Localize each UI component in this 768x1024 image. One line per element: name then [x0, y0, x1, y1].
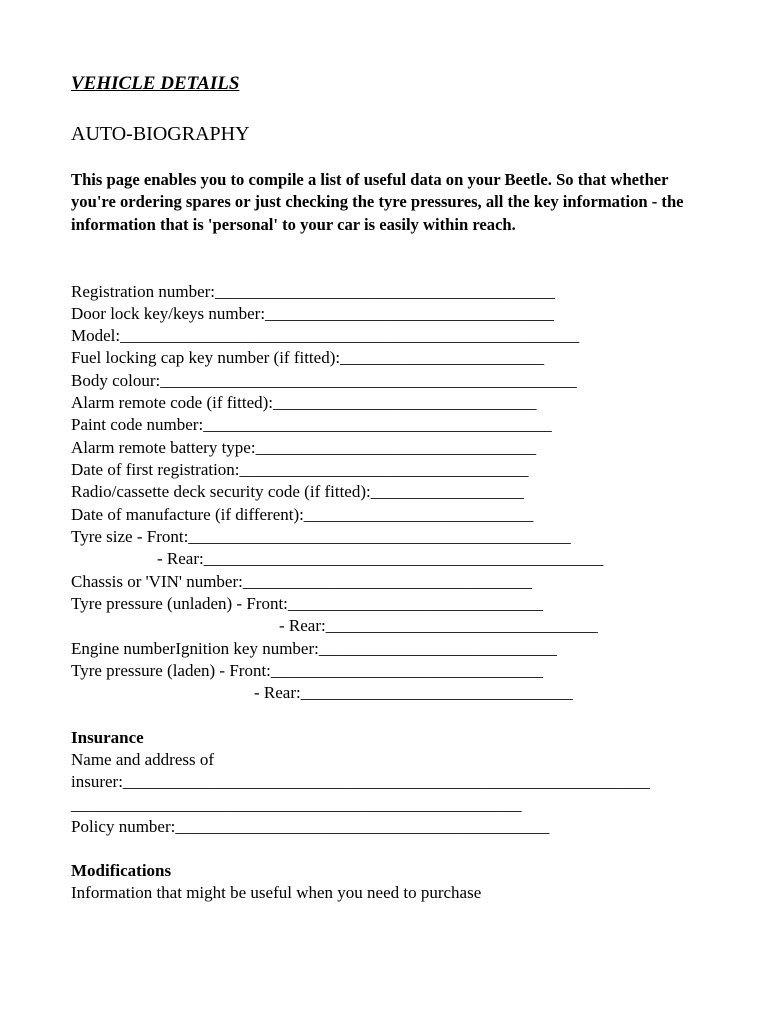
field-paint-code: Paint code number:_________________________________________	[71, 415, 552, 434]
modifications-text: Information that might be useful when you need to purchase	[71, 883, 482, 902]
field-fuel-cap-key: Fuel locking cap key number (if fitted):________________________	[71, 348, 545, 367]
field-tyre-pressure-unladen-front: Tyre pressure (unladen) - Front:______________________________	[71, 594, 543, 613]
field-tyre-pressure-laden-front: Tyre pressure (laden) - Front:________________________________	[71, 661, 543, 680]
field-tyre-size-front: Tyre size - Front:_____________________________________________	[71, 527, 571, 546]
field-manufacture-date: Date of manufacture (if different):___________________________	[71, 505, 534, 524]
field-alarm-battery-type: Alarm remote battery type:_________________________________	[71, 438, 537, 457]
field-chassis-vin: Chassis or 'VIN' number:__________________________________	[71, 572, 532, 591]
field-registration-number: Registration number:________________________________________	[71, 282, 556, 301]
field-policy-number: Policy number:____________________________________________	[71, 817, 550, 836]
intro-paragraph: This page enables you to compile a list of useful data on your Beetle. So that whether you're ordering spares or just checking the tyre pressures, all the key information - the information that is 'personal' to your car is easily within reach.	[71, 170, 684, 234]
field-alarm-remote-code: Alarm remote code (if fitted):_______________________________	[71, 393, 537, 412]
field-door-lock-key: Door lock key/keys number:__________________________________	[71, 304, 555, 323]
auto-biography-subheading: AUTO-BIOGRAPHY	[71, 123, 250, 145]
field-insurer: insurer:______________________________________________________________	[71, 772, 650, 791]
field-radio-security-code: Radio/cassette deck security code (if fitted):__________________	[71, 482, 524, 501]
insurer-name-label: Name and address of	[71, 750, 215, 769]
field-model: Model:______________________________________________________	[71, 326, 580, 345]
field-insurer-continued: _____________________________________________________	[71, 795, 522, 814]
field-engine-ignition-number: Engine numberIgnition key number:____________________________	[71, 639, 557, 658]
field-tyre-pressure-laden-rear: - Rear:________________________________	[254, 683, 573, 702]
field-tyre-size-rear: - Rear:_______________________________________________	[157, 549, 604, 568]
modifications-heading: Modifications	[71, 861, 172, 880]
vehicle-details-heading: VEHICLE DETAILS	[71, 73, 240, 94]
field-first-registration-date: Date of first registration:__________________________________	[71, 460, 529, 479]
field-tyre-pressure-unladen-rear: - Rear:________________________________	[279, 616, 598, 635]
insurance-heading: Insurance	[71, 728, 144, 747]
field-body-colour: Body colour:_________________________________________________	[71, 371, 577, 390]
